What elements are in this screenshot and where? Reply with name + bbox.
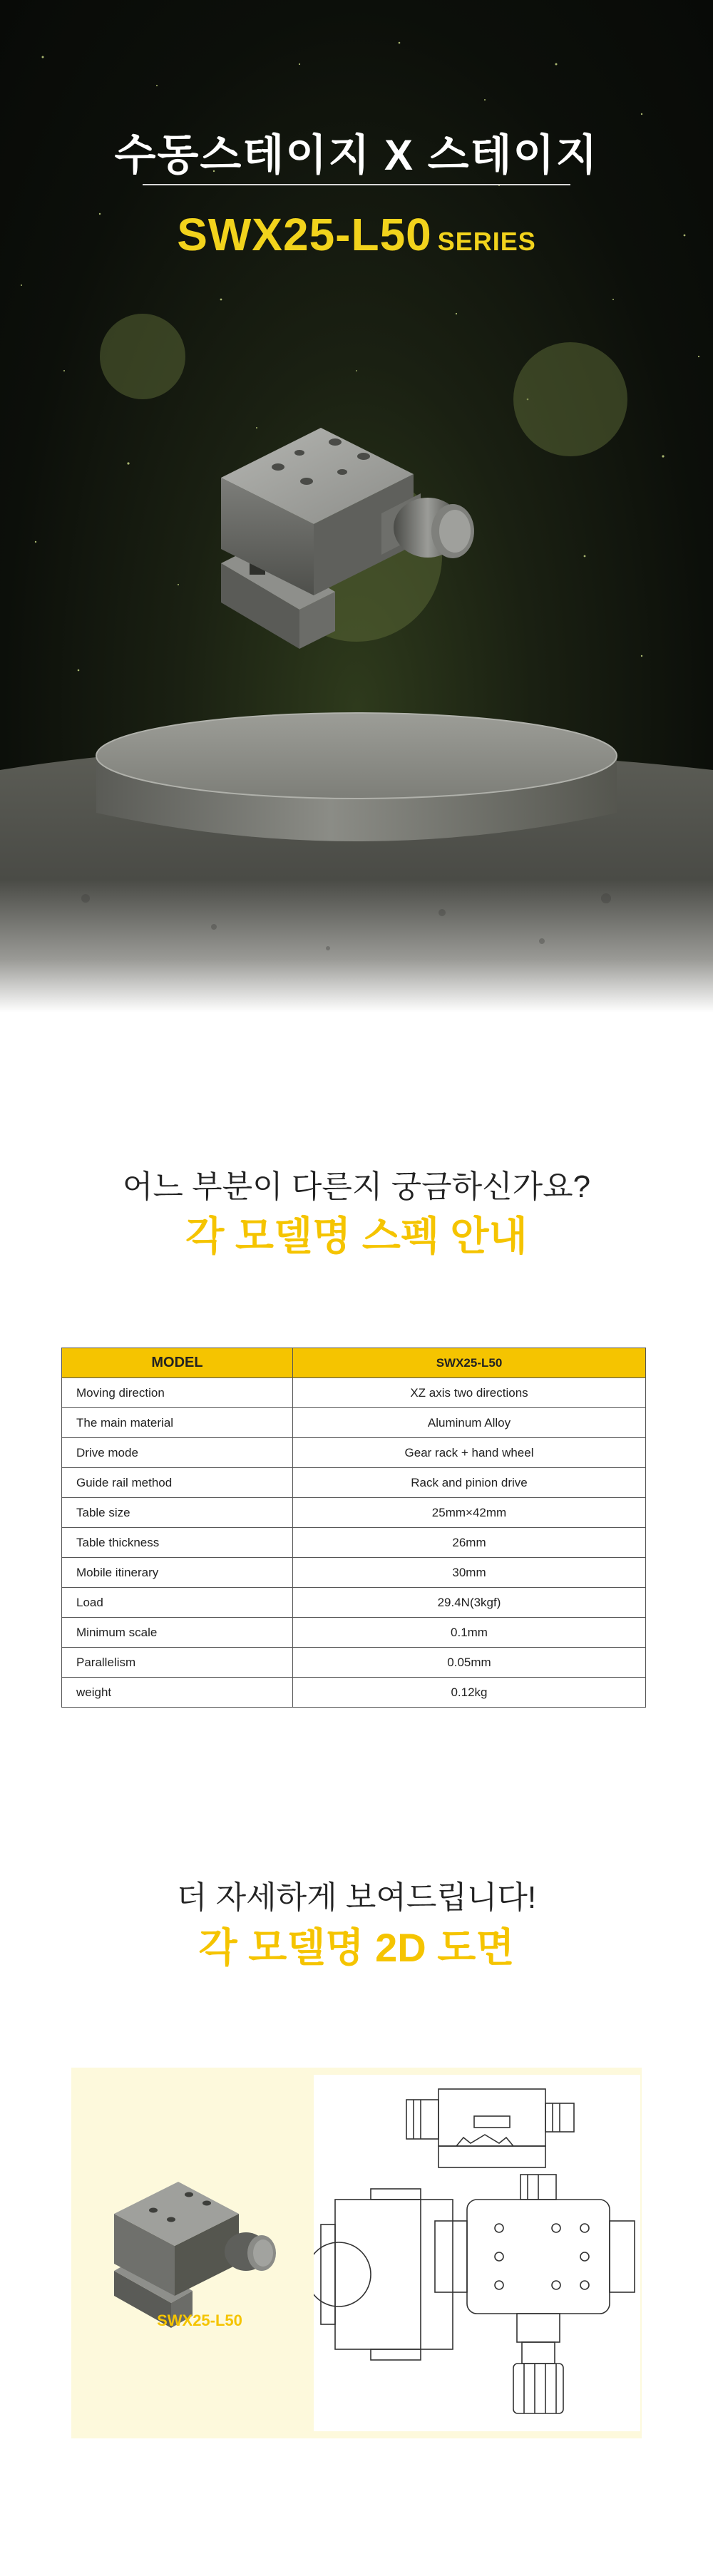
drawing-side-view <box>406 2089 574 2167</box>
spec-label: Minimum scale <box>62 1618 293 1648</box>
spec-header-value: SWX25-L50 <box>293 1348 646 1378</box>
hero-model-line <box>0 208 713 261</box>
spec-value: 0.12kg <box>293 1678 646 1708</box>
hero-product-image <box>193 414 528 684</box>
table-row <box>62 1498 646 1528</box>
spec-value: XZ axis two directions <box>293 1378 646 1408</box>
drawing-section-title: 각 모델명 2D 도면 <box>198 1925 515 1970</box>
hero-model-name: SWX25-L50 <box>177 209 432 260</box>
table-row <box>62 1618 646 1648</box>
spec-value: 26mm <box>293 1528 646 1558</box>
table-row <box>62 1648 646 1678</box>
spec-value: Aluminum Alloy <box>293 1408 646 1438</box>
spec-label: weight <box>62 1678 293 1708</box>
spec-label: Guide rail method <box>62 1468 293 1498</box>
table-row <box>62 1438 646 1468</box>
hero-title: 수동스테이지 X 스테이지 <box>114 131 599 179</box>
spec-value: 30mm <box>293 1558 646 1588</box>
table-row <box>62 1408 646 1438</box>
spec-label: Table thickness <box>62 1528 293 1558</box>
table-row <box>62 1558 646 1588</box>
spec-value: 25mm×42mm <box>293 1498 646 1528</box>
drawing-product-label: SWX25-L50 <box>157 2311 242 2329</box>
spec-value: 0.05mm <box>293 1648 646 1678</box>
spec-value: 29.4N(3kgf) <box>293 1588 646 1618</box>
spec-label: Drive mode <box>62 1438 293 1468</box>
spec-label: Mobile itinerary <box>62 1558 293 1588</box>
spec-label: The main material <box>62 1408 293 1438</box>
drawing-front-view <box>314 2189 453 2360</box>
hero-series-word: SERIES <box>437 227 536 256</box>
hero-banner <box>0 0 713 1012</box>
spec-label: Load <box>62 1588 293 1618</box>
table-row <box>62 1588 646 1618</box>
spec-label: Parallelism <box>62 1648 293 1678</box>
table-row <box>62 1528 646 1558</box>
table-row <box>62 1678 646 1708</box>
table-row <box>62 1468 646 1498</box>
drawing-plan-view <box>435 2175 635 2413</box>
drawing-section-subtitle: 더 자세하게 보여드립니다! <box>176 1880 537 1915</box>
spec-label: Table size <box>62 1498 293 1528</box>
spec-value: Rack and pinion drive <box>293 1468 646 1498</box>
spec-section-subtitle: 어느 부분이 다른지 궁금하신가요? <box>122 1169 591 1204</box>
table-row <box>62 1378 646 1408</box>
hero-divider <box>143 184 570 185</box>
spec-table <box>61 1348 646 1708</box>
spec-label: Moving direction <box>62 1378 293 1408</box>
spec-value: Gear rack + hand wheel <box>293 1438 646 1468</box>
spec-section-title: 각 모델명 스펙 안내 <box>185 1213 528 1258</box>
spec-table-header-row <box>62 1348 646 1378</box>
spec-value: 0.1mm <box>293 1618 646 1648</box>
spec-header-label: MODEL <box>62 1348 293 1378</box>
technical-drawing <box>314 2075 640 2431</box>
